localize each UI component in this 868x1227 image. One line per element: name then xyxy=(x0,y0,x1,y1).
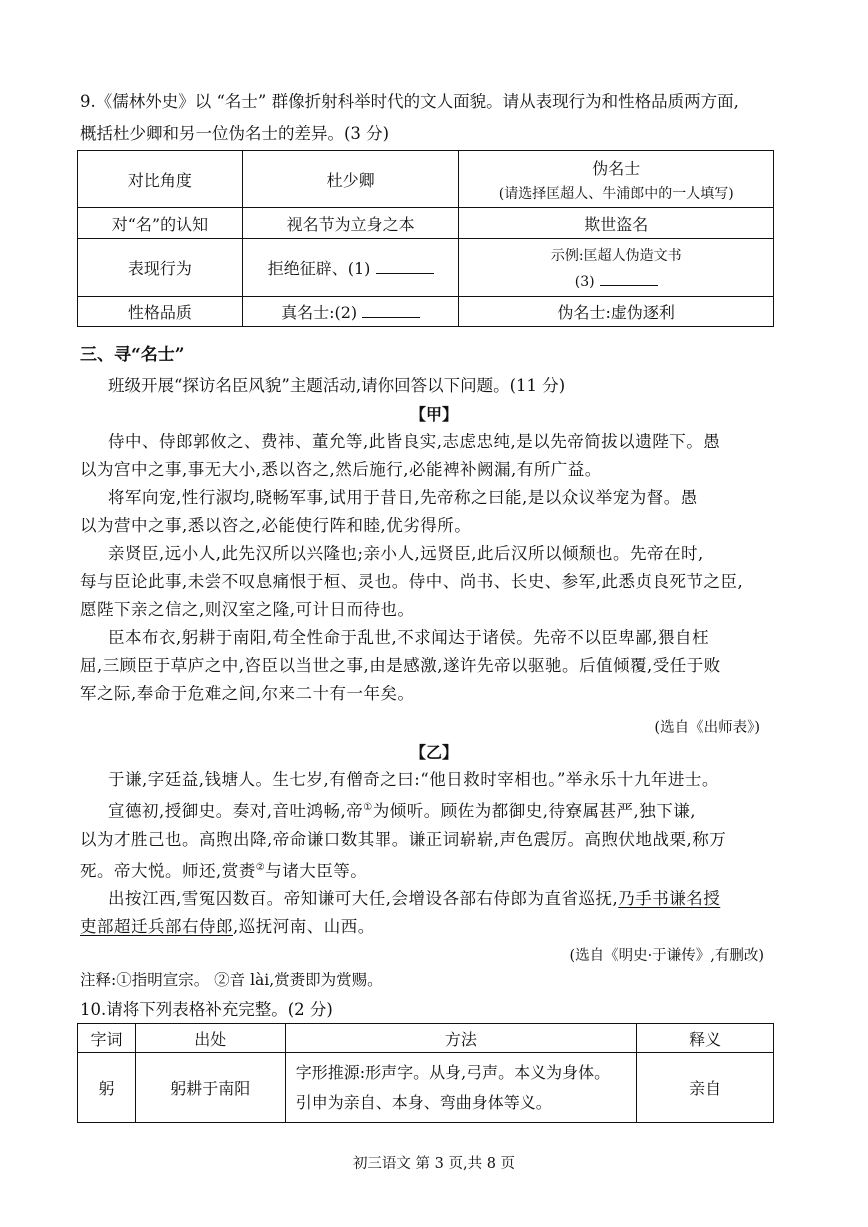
q9-row3-du: 真名士:(2) xyxy=(281,303,358,322)
jia-line: 臣本布衣,躬耕于南阳,苟全性命于乱世,不求闻达于诸侯。先帝不以臣卑鄙,猥自枉 xyxy=(108,628,709,647)
q9-row2-du: 拒绝征辟、(1) xyxy=(267,259,371,278)
jia-line: 以为营中之事,悉以咨之,必能使行阵和睦,优劣得所。 xyxy=(80,516,472,535)
passage-jia-label: 【甲】 xyxy=(409,405,458,424)
q10-header-source: 出处 xyxy=(135,1024,285,1053)
yi-text: 死。帝大悦。师还,赏赉 xyxy=(80,861,256,880)
yi-line: 于谦,字廷益,钱塘人。生七岁,有僧奇之曰:“他日救时宰相也。”举永乐十九年进士。 xyxy=(108,770,719,789)
yi-line xyxy=(80,794,760,826)
underlined-sentence: 吏部超迁兵部右侍郎 xyxy=(80,917,233,936)
answer-blank-2[interactable] xyxy=(362,303,420,318)
yi-line xyxy=(80,854,760,886)
q9-line2: 概括杜少卿和另一位伪名士的差异。(3 分) xyxy=(80,124,390,143)
yi-text: ,巡抚河南、山西。 xyxy=(233,917,375,936)
q9-header-fake-note: (请选择匡超人、牛浦郎中的一人填写) xyxy=(498,185,734,202)
q9-header-du: 杜少卿 xyxy=(242,151,459,208)
q10-method xyxy=(285,1053,636,1123)
passage-yi-label: 【乙】 xyxy=(409,743,458,762)
jia-line: 军之际,奉命于危难之间,尔来二十有一年矣。 xyxy=(80,684,415,703)
underlined-sentence: 乃手书谦名授 xyxy=(618,889,721,908)
jia-line: 屈,三顾臣于草庐之中,咨臣以当世之事,由是感激,遂许先帝以驱驰。后值倾覆,受任于败 xyxy=(80,656,721,675)
notes: 注释:①指明宣宗。 ②音 lài,赏赉即为赏赐。 xyxy=(80,971,383,989)
q9-row2-fake-blank-label: (3) xyxy=(574,274,595,290)
jia-line: 以为宫中之事,事无大小,悉以咨之,然后施行,必能裨补阙漏,有所广益。 xyxy=(80,460,602,479)
q10-meaning: 亲自 xyxy=(637,1053,774,1123)
q9-row1-label: 对“名”的认知 xyxy=(78,208,243,239)
jia-line: 愿陛下亲之信之,则汉室之隆,可计日而待也。 xyxy=(80,600,415,619)
q9-row1-du: 视名节为立身之本 xyxy=(242,208,459,239)
jia-line: 亲贤臣,远小人,此先汉所以兴隆也;亲小人,远贤臣,此后汉所以倾颓也。先帝在时, xyxy=(108,544,704,563)
q9-line1: 9.《儒林外史》以 “名士” 群像折射科举时代的文人面貌。请从表现行为和性格品质两方面, xyxy=(80,92,739,111)
yi-text: 与诸大臣等。 xyxy=(265,861,368,880)
footnote-mark: ① xyxy=(363,802,373,813)
q10-title: 10.请将下列表格补充完整。(2 分) xyxy=(80,1000,333,1019)
q9-header-fake xyxy=(459,151,774,208)
q10-word: 躬 xyxy=(78,1053,136,1123)
answer-blank-1[interactable] xyxy=(376,259,434,274)
yi-line: 以为才胜己也。高煦出降,帝命谦口数其罪。谦正词崭崭,声色震厉。高煦伏地战栗,称万 xyxy=(80,829,727,849)
q10-header-meaning: 释义 xyxy=(637,1024,774,1053)
q9-header-angle: 对比角度 xyxy=(78,151,243,208)
answer-blank-3[interactable] xyxy=(600,271,658,286)
footnote-mark: ② xyxy=(255,861,266,873)
passage-jia xyxy=(80,428,760,708)
jia-source: (选自《出师表》) xyxy=(654,720,760,736)
q9-row3-fake: 伪名士:虚伪逐利 xyxy=(459,297,774,327)
passage-yi xyxy=(80,766,760,941)
yi-text: 出按江西,雪冤囚数百。帝知谦可大任,会增设各部右侍郎为直省巡抚, xyxy=(108,889,619,908)
q9-row3-label: 性格品质 xyxy=(78,297,243,327)
q9-row3-du-cell xyxy=(242,297,459,327)
page-footer: 初三语文 第 3 页,共 8 页 xyxy=(352,1156,516,1172)
q9-row2-fake-cell xyxy=(459,239,774,297)
section-title: 三、寻“名士” xyxy=(80,345,185,365)
q10-header-method: 方法 xyxy=(285,1024,636,1053)
q10-source: 躬耕于南阳 xyxy=(135,1053,285,1123)
yi-line xyxy=(80,885,760,913)
jia-line: 每与臣论此事,未尝不叹息痛恨于桓、灵也。侍中、尚书、长史、参军,此悉贞良死节之臣, xyxy=(80,572,744,591)
q9-row2-fake-example: 示例:匡超人伪造文书 xyxy=(550,248,682,264)
q10-method-line: 字形推源:形声字。从身,弓声。本义为身体。 xyxy=(295,1062,611,1082)
jia-line: 侍中、侍郎郭攸之、费祎、董允等,此皆良实,志虑忠纯,是以先帝简拔以遗陛下。愚 xyxy=(108,432,721,451)
q9-row1-fake: 欺世盗名 xyxy=(459,208,774,239)
yi-text: 宣德初,授御史。奏对,音吐鸿畅,帝 xyxy=(108,801,364,821)
q10-table xyxy=(77,1023,774,1123)
q10-method-line: 引申为亲自、本身、弯曲身体等义。 xyxy=(295,1092,552,1112)
jia-line: 将军向宠,性行淑均,晓畅军事,试用于昔日,先帝称之曰能,是以众议举宠为督。愚 xyxy=(108,488,698,507)
q10-header-word: 字词 xyxy=(78,1024,136,1053)
yi-source: (选自《明史·于谦传》,有删改) xyxy=(569,948,764,964)
yi-line xyxy=(80,913,760,941)
q9-row2-du-cell xyxy=(242,239,459,297)
q9-row2-label: 表现行为 xyxy=(78,239,243,297)
q9-header-fake-title: 伪名士 xyxy=(592,158,641,178)
q9-table xyxy=(77,150,774,327)
yi-text: 为倾听。顾佐为都御史,待寮属甚严,独下谦, xyxy=(372,801,696,821)
section-intro: 班级开展“探访名臣风貌”主题活动,请你回答以下问题。(11 分) xyxy=(108,376,566,395)
